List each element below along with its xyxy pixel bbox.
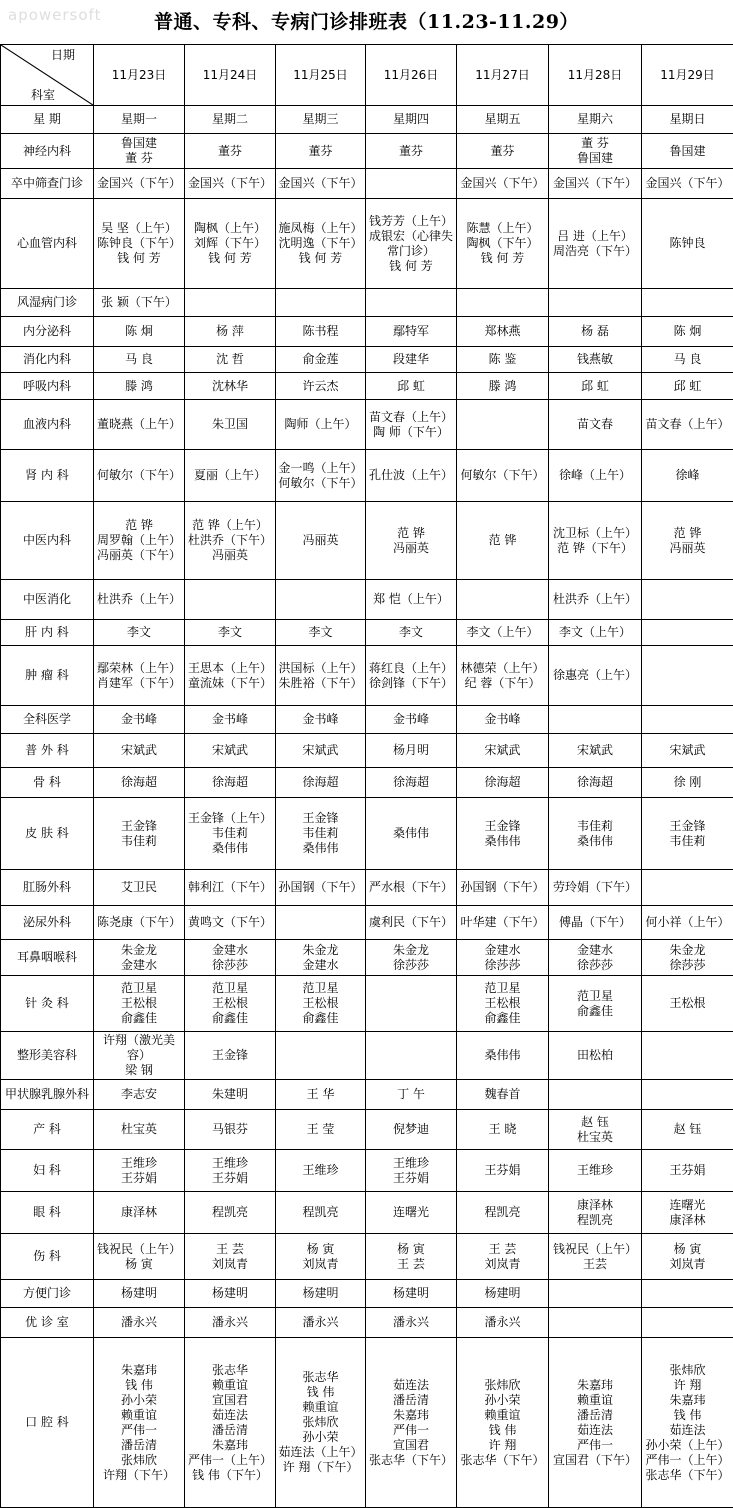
schedule-cell: 金书峰 [366,706,457,734]
schedule-cell: 王 晓 [457,1110,549,1150]
schedule-cell [549,1308,642,1338]
schedule-cell: 董芬 [185,134,276,169]
schedule-cell: 黄鸣文（下午） [185,906,276,940]
schedule-cell: 李文 [366,620,457,646]
schedule-cell: 王芬娟 [642,1150,733,1192]
department-label: 耳鼻咽喉科 [1,940,94,976]
schedule-cell: 徐海超 [549,768,642,798]
schedule-cell: 董晓燕（上午） [94,400,185,450]
department-label: 消化内科 [1,347,94,373]
schedule-cell: 杨建明 [276,1280,366,1308]
schedule-cell [366,976,457,1032]
schedule-cell [642,289,733,317]
department-label: 妇 科 [1,1150,94,1192]
schedule-row [1,1080,733,1110]
schedule-cell: 徐峰 [642,450,733,502]
schedule-cell: 潘永兴 [457,1308,549,1338]
schedule-cell: 郑林燕 [457,317,549,347]
department-label: 皮 肤 科 [1,798,94,870]
schedule-cell: 王金锋 韦佳莉 [94,798,185,870]
department-label: 优 诊 室 [1,1308,94,1338]
schedule-cell: 金书峰 [457,706,549,734]
schedule-cell [549,1080,642,1110]
schedule-cell: 杨建明 [185,1280,276,1308]
department-label: 肝 内 科 [1,620,94,646]
schedule-cell [642,1308,733,1338]
schedule-cell: 徐海超 [94,768,185,798]
department-label: 肛肠外科 [1,870,94,906]
schedule-cell [457,289,549,317]
department-label: 甲状腺乳腺外科 [1,1080,94,1110]
schedule-cell: 王金锋 韦佳莉 [642,798,733,870]
schedule-row [1,1192,733,1234]
schedule-cell [366,1032,457,1080]
schedule-row [1,450,733,502]
schedule-cell: 何敏尔（下午） [457,450,549,502]
schedule-cell: 钱祝民（上午） 杨 寅 [94,1234,185,1280]
schedule-cell: 金建水 徐莎莎 [185,940,276,976]
schedule-cell: 王维珍 王芬娟 [366,1150,457,1192]
schedule-cell: 许云杰 [276,373,366,400]
schedule-cell: 陈书程 [276,317,366,347]
schedule-cell: 朱金龙 徐莎莎 [366,940,457,976]
schedule-row [1,373,733,400]
schedule-row [1,798,733,870]
schedule-cell: 杨建明 [366,1280,457,1308]
schedule-cell: 朱嘉玮 钱 伟 孙小荣 赖重谊 严伟一 潘岳清 张炜欣 许翔（下午） [94,1338,185,1508]
schedule-cell: 杨 寅 王 芸 [366,1234,457,1280]
schedule-cell [276,906,366,940]
schedule-row [1,768,733,798]
schedule-cell: 杨 磊 [549,317,642,347]
date-header: 11月23日 [94,45,185,106]
schedule-cell: 星期日 [642,106,733,134]
schedule-cell: 艾卫民 [94,870,185,906]
schedule-cell: 董芬 [457,134,549,169]
schedule-cell: 潘永兴 [94,1308,185,1338]
schedule-cell [642,620,733,646]
schedule-cell: 茹连法 潘岳清 朱嘉玮 严伟一 宣国君 张志华（下午） [366,1338,457,1508]
schedule-cell: 连曙光 康泽林 [642,1192,733,1234]
schedule-row [1,734,733,768]
department-label: 肾 内 科 [1,450,94,502]
schedule-cell: 陶师（上午） [276,400,366,450]
schedule-cell: 朱金龙 徐莎莎 [642,940,733,976]
schedule-cell: 沈卫标（上午） 范 铧（下午） [549,502,642,580]
schedule-cell: 劳玲娟（下午） [549,870,642,906]
schedule-cell: 施凤梅（上午） 沈明逸（下午） 钱 何 芳 [276,199,366,289]
schedule-row [1,580,733,620]
schedule-cell: 冯丽英 [276,502,366,580]
schedule-cell: 吴 坚（上午） 陈钟良（下午） 钱 何 芳 [94,199,185,289]
schedule-cell: 范 铧 冯丽英 [366,502,457,580]
schedule-cell: 马 良 [94,347,185,373]
schedule-cell [549,706,642,734]
department-label: 口 腔 科 [1,1338,94,1508]
department-label: 伤 科 [1,1234,94,1280]
schedule-cell: 宋斌武 [276,734,366,768]
schedule-cell: 范卫星 王松根 俞鑫佳 [276,976,366,1032]
schedule-cell: 杨 萍 [185,317,276,347]
department-label: 全科医学 [1,706,94,734]
schedule-cell: 王金锋（上午） 韦佳莉 桑伟伟 [185,798,276,870]
schedule-row [1,706,733,734]
department-label: 肿 瘤 科 [1,646,94,706]
schedule-cell: 金书峰 [94,706,185,734]
schedule-cell: 王思本（上午） 童流妹（下午） [185,646,276,706]
schedule-cell: 蒋红良（上午） 徐剑锋（下午） [366,646,457,706]
corner-date-label: 日期 [51,48,75,63]
schedule-cell: 王维珍 王芬娟 [185,1150,276,1192]
schedule-cell: 王维珍 王芬娟 [94,1150,185,1192]
schedule-cell: 陈慧（上午） 陶枫（下午） 钱 何 芳 [457,199,549,289]
schedule-cell: 孙国钢（下午） [457,870,549,906]
department-label: 中医消化 [1,580,94,620]
schedule-cell: 王维珍 [549,1150,642,1192]
schedule-cell: 陶枫（上午） 刘辉（下午） 钱 何 芳 [185,199,276,289]
schedule-row [1,106,733,134]
schedule-row [1,940,733,976]
schedule-cell [276,580,366,620]
schedule-cell: 宋斌武 [549,734,642,768]
schedule-cell: 星期二 [185,106,276,134]
schedule-cell: 范卫星 俞鑫佳 [549,976,642,1032]
schedule-cell: 徐海超 [457,768,549,798]
schedule-cell [366,169,457,199]
schedule-cell [642,1032,733,1080]
schedule-cell: 金一鸣（上午） 何敏尔（下午） [276,450,366,502]
schedule-cell: 王 芸 刘岚青 [457,1234,549,1280]
schedule-row [1,502,733,580]
schedule-cell: 程凯亮 [457,1192,549,1234]
schedule-cell: 李文 [185,620,276,646]
schedule-row [1,400,733,450]
schedule-cell: 张炜欣 许 翔 朱嘉玮 钱 伟 茹连法 孙小荣（上午） 严伟一（上午） 张志华（下午） [642,1338,733,1508]
schedule-cell: 孔仕波（上午） [366,450,457,502]
header-row [1,45,733,106]
schedule-cell: 朱卫国 [185,400,276,450]
department-label: 方便门诊 [1,1280,94,1308]
department-label: 产 科 [1,1110,94,1150]
schedule-cell: 钱芳芳（上午） 成银宏（心律失 常门诊） 钱 何 芳 [366,199,457,289]
schedule-row [1,199,733,289]
schedule-cell [457,400,549,450]
schedule-cell: 金建水 徐莎莎 [457,940,549,976]
schedule-cell: 金书峰 [276,706,366,734]
department-label: 泌尿外科 [1,906,94,940]
schedule-cell [642,646,733,706]
schedule-cell [276,289,366,317]
schedule-cell: 马银芬 [185,1110,276,1150]
schedule-cell: 钱祝民（上午） 王芸 [549,1234,642,1280]
schedule-cell: 范 铧 [457,502,549,580]
schedule-cell: 金书峰 [185,706,276,734]
schedule-cell: 魏春首 [457,1080,549,1110]
schedule-cell: 许翔（激光美容） 梁 钢 [94,1032,185,1080]
schedule-table [0,44,733,1508]
date-header: 11月29日 [642,45,733,106]
schedule-cell: 沈林华 [185,373,276,400]
schedule-cell: 董 芬 鲁国建 [549,134,642,169]
schedule-cell: 吕 进（上午） 周浩亮（下午） [549,199,642,289]
schedule-cell: 陈尧康（下午） [94,906,185,940]
schedule-cell: 桑伟伟 [366,798,457,870]
schedule-cell: 赵 钰 [642,1110,733,1150]
schedule-cell: 邱 虹 [642,373,733,400]
schedule-cell [185,580,276,620]
schedule-cell [185,289,276,317]
schedule-cell: 金国兴（下午） [276,169,366,199]
schedule-cell: 王 芸 刘岚青 [185,1234,276,1280]
department-label: 神经内科 [1,134,94,169]
schedule-cell: 鄢荣林（上午） 肖建军（下午） [94,646,185,706]
schedule-cell: 金国兴（下午） [642,169,733,199]
schedule-cell: 何敏尔（下午） [94,450,185,502]
schedule-cell: 程凯亮 [185,1192,276,1234]
schedule-row [1,906,733,940]
department-label: 风湿病门诊 [1,289,94,317]
schedule-row [1,620,733,646]
schedule-cell: 王松根 [642,976,733,1032]
schedule-cell: 连曙光 [366,1192,457,1234]
department-label: 星 期 [1,106,94,134]
schedule-cell: 王金锋 韦佳莉 桑伟伟 [276,798,366,870]
schedule-cell: 潘永兴 [276,1308,366,1338]
schedule-cell: 金国兴（下午） [185,169,276,199]
schedule-row [1,347,733,373]
schedule-cell: 鲁国建 董 芬 [94,134,185,169]
schedule-cell: 张 颖（下午） [94,289,185,317]
date-header: 11月24日 [185,45,276,106]
schedule-cell: 范卫星 王松根 俞鑫佳 [94,976,185,1032]
schedule-cell: 王金锋 [185,1032,276,1080]
schedule-cell: 康泽林 程凯亮 [549,1192,642,1234]
department-label: 针 灸 科 [1,976,94,1032]
department-label: 血液内科 [1,400,94,450]
schedule-cell: 郑 恺（上午） [366,580,457,620]
schedule-cell [276,1032,366,1080]
schedule-cell: 金国兴（下午） [457,169,549,199]
schedule-cell: 朱建明 [185,1080,276,1110]
schedule-cell: 沈 哲 [185,347,276,373]
schedule-cell [366,289,457,317]
schedule-cell: 何小祥（上午） [642,906,733,940]
schedule-cell: 星期四 [366,106,457,134]
schedule-cell: 马 良 [642,347,733,373]
schedule-cell: 滕 鸿 [94,373,185,400]
schedule-cell [642,706,733,734]
department-label: 内分泌科 [1,317,94,347]
schedule-row [1,1280,733,1308]
schedule-row [1,1338,733,1508]
schedule-cell: 杨月明 [366,734,457,768]
schedule-cell: 桑伟伟 [457,1032,549,1080]
schedule-cell: 李志安 [94,1080,185,1110]
corner-header-cell [1,45,94,106]
schedule-cell: 徐海超 [366,768,457,798]
schedule-cell [549,1280,642,1308]
schedule-cell: 李文 [94,620,185,646]
schedule-cell: 杜宝英 [94,1110,185,1150]
schedule-cell: 董芬 [366,134,457,169]
schedule-cell: 徐 刚 [642,768,733,798]
schedule-cell: 张志华 赖重谊 宣国君 茹连法 潘岳清 朱嘉玮 严伟一（上午） 钱 伟（下午） [185,1338,276,1508]
schedule-cell: 赵 钰 杜宝英 [549,1110,642,1150]
schedule-row [1,976,733,1032]
schedule-cell: 康泽林 [94,1192,185,1234]
schedule-cell: 宋斌武 [94,734,185,768]
schedule-cell: 王 华 [276,1080,366,1110]
schedule-cell: 严水根（下午） [366,870,457,906]
corner-dept-label: 科室 [31,88,55,103]
schedule-cell: 杜洪乔（上午） [94,580,185,620]
schedule-row [1,1308,733,1338]
schedule-cell: 张炜欣 孙小荣 赖重谊 钱 伟 许 翔 张志华（下午） [457,1338,549,1508]
schedule-cell: 李文（上午） [457,620,549,646]
schedule-cell: 倪梦迪 [366,1110,457,1150]
department-label: 卒中筛查门诊 [1,169,94,199]
schedule-cell: 段建华 [366,347,457,373]
schedule-cell: 星期五 [457,106,549,134]
schedule-cell: 徐惠亮（上午） [549,646,642,706]
date-header: 11月26日 [366,45,457,106]
schedule-cell: 田松柏 [549,1032,642,1080]
schedule-cell: 林德荣（上午） 纪 蓉（下午） [457,646,549,706]
schedule-cell: 范 铧 冯丽英 [642,502,733,580]
department-label: 普 外 科 [1,734,94,768]
date-header: 11月27日 [457,45,549,106]
schedule-cell: 范卫星 王松根 俞鑫佳 [185,976,276,1032]
schedule-cell: 杨建明 [94,1280,185,1308]
schedule-cell [642,870,733,906]
schedule-cell: 王芬娟 [457,1150,549,1192]
schedule-cell: 王维珍 [276,1150,366,1192]
schedule-cell: 范 铧 周罗翰（上午） 冯丽英（下午） [94,502,185,580]
schedule-cell [549,289,642,317]
schedule-cell: 杨 寅 刘岚青 [642,1234,733,1280]
schedule-cell: 邱 虹 [366,373,457,400]
schedule-cell: 董芬 [276,134,366,169]
schedule-cell: 孙国钢（下午） [276,870,366,906]
schedule-cell: 宋斌武 [185,734,276,768]
schedule-row [1,134,733,169]
schedule-cell: 范 铧（上午） 杜洪乔（下午） 冯丽英 [185,502,276,580]
schedule-cell: 张志华 钱 伟 赖重谊 张炜欣 孙小荣 茹连法（上午） 许 翔（下午） [276,1338,366,1508]
schedule-cell: 朱金龙 金建水 [276,940,366,976]
department-label: 骨 科 [1,768,94,798]
schedule-cell: 夏丽（上午） [185,450,276,502]
schedule-cell: 星期三 [276,106,366,134]
schedule-cell [457,580,549,620]
schedule-cell: 李文 [276,620,366,646]
department-label: 整形美容科 [1,1032,94,1080]
watermark: apowersoft [8,6,101,24]
schedule-cell: 韩利江（下午） [185,870,276,906]
schedule-cell: 潘永兴 [366,1308,457,1338]
schedule-cell: 徐海超 [185,768,276,798]
date-header: 11月25日 [276,45,366,106]
schedule-cell [642,1280,733,1308]
schedule-cell: 潘永兴 [185,1308,276,1338]
schedule-cell: 苗文春（上午） [642,400,733,450]
schedule-cell: 徐海超 [276,768,366,798]
schedule-cell: 金国兴（下午） [94,169,185,199]
schedule-cell: 金建水 徐莎莎 [549,940,642,976]
schedule-cell: 程凯亮 [276,1192,366,1234]
schedule-cell: 钱燕敏 [549,347,642,373]
schedule-cell: 叶华建（下午） [457,906,549,940]
schedule-row [1,289,733,317]
schedule-cell: 苗文春 [549,400,642,450]
schedule-cell: 朱嘉玮 赖重谊 潘岳清 茹连法 严伟一 宣国君（下午） [549,1338,642,1508]
schedule-cell: 傅晶（下午） [549,906,642,940]
schedule-cell: 徐峰（上午） [549,450,642,502]
schedule-cell: 杨建明 [457,1280,549,1308]
schedule-row [1,317,733,347]
schedule-cell: 李文（上午） [549,620,642,646]
date-header: 11月28日 [549,45,642,106]
schedule-cell: 星期六 [549,106,642,134]
schedule-cell [642,1080,733,1110]
schedule-cell: 邱 虹 [549,373,642,400]
schedule-cell: 鄢特军 [366,317,457,347]
schedule-cell: 宋斌武 [642,734,733,768]
department-label: 呼吸内科 [1,373,94,400]
schedule-cell: 韦佳莉 桑伟伟 [549,798,642,870]
department-label: 心血管内科 [1,199,94,289]
schedule-cell: 金国兴（下午） [549,169,642,199]
schedule-cell: 陈 炯 [642,317,733,347]
schedule-cell: 范卫星 王松根 俞鑫佳 [457,976,549,1032]
schedule-cell: 苗文春（上午） 陶 师（下午） [366,400,457,450]
schedule-cell: 洪国标（上午） 朱胜裕（下午） [276,646,366,706]
schedule-row [1,1234,733,1280]
schedule-row [1,646,733,706]
schedule-cell: 杨 寅 刘岚青 [276,1234,366,1280]
schedule-cell: 陈 鉴 [457,347,549,373]
schedule-cell: 俞金莲 [276,347,366,373]
schedule-cell: 杜洪乔（上午） [549,580,642,620]
schedule-row [1,169,733,199]
schedule-row [1,1110,733,1150]
schedule-cell: 丁 午 [366,1080,457,1110]
schedule-cell: 陈 炯 [94,317,185,347]
schedule-cell: 陈钟良 [642,199,733,289]
schedule-cell: 王 莹 [276,1110,366,1150]
schedule-row [1,1150,733,1192]
page-title: 普通、专科、专病门诊排班表（11.23-11.29） [0,0,733,44]
schedule-cell: 朱金龙 金建水 [94,940,185,976]
schedule-cell: 滕 鸿 [457,373,549,400]
schedule-row [1,1032,733,1080]
department-label: 眼 科 [1,1192,94,1234]
schedule-row [1,870,733,906]
department-label: 中医内科 [1,502,94,580]
schedule-cell [642,580,733,620]
schedule-cell: 星期一 [94,106,185,134]
schedule-cell: 宋斌武 [457,734,549,768]
schedule-cell: 鲁国建 [642,134,733,169]
schedule-cell: 王金锋 桑伟伟 [457,798,549,870]
schedule-cell: 虞利民（下午） [366,906,457,940]
